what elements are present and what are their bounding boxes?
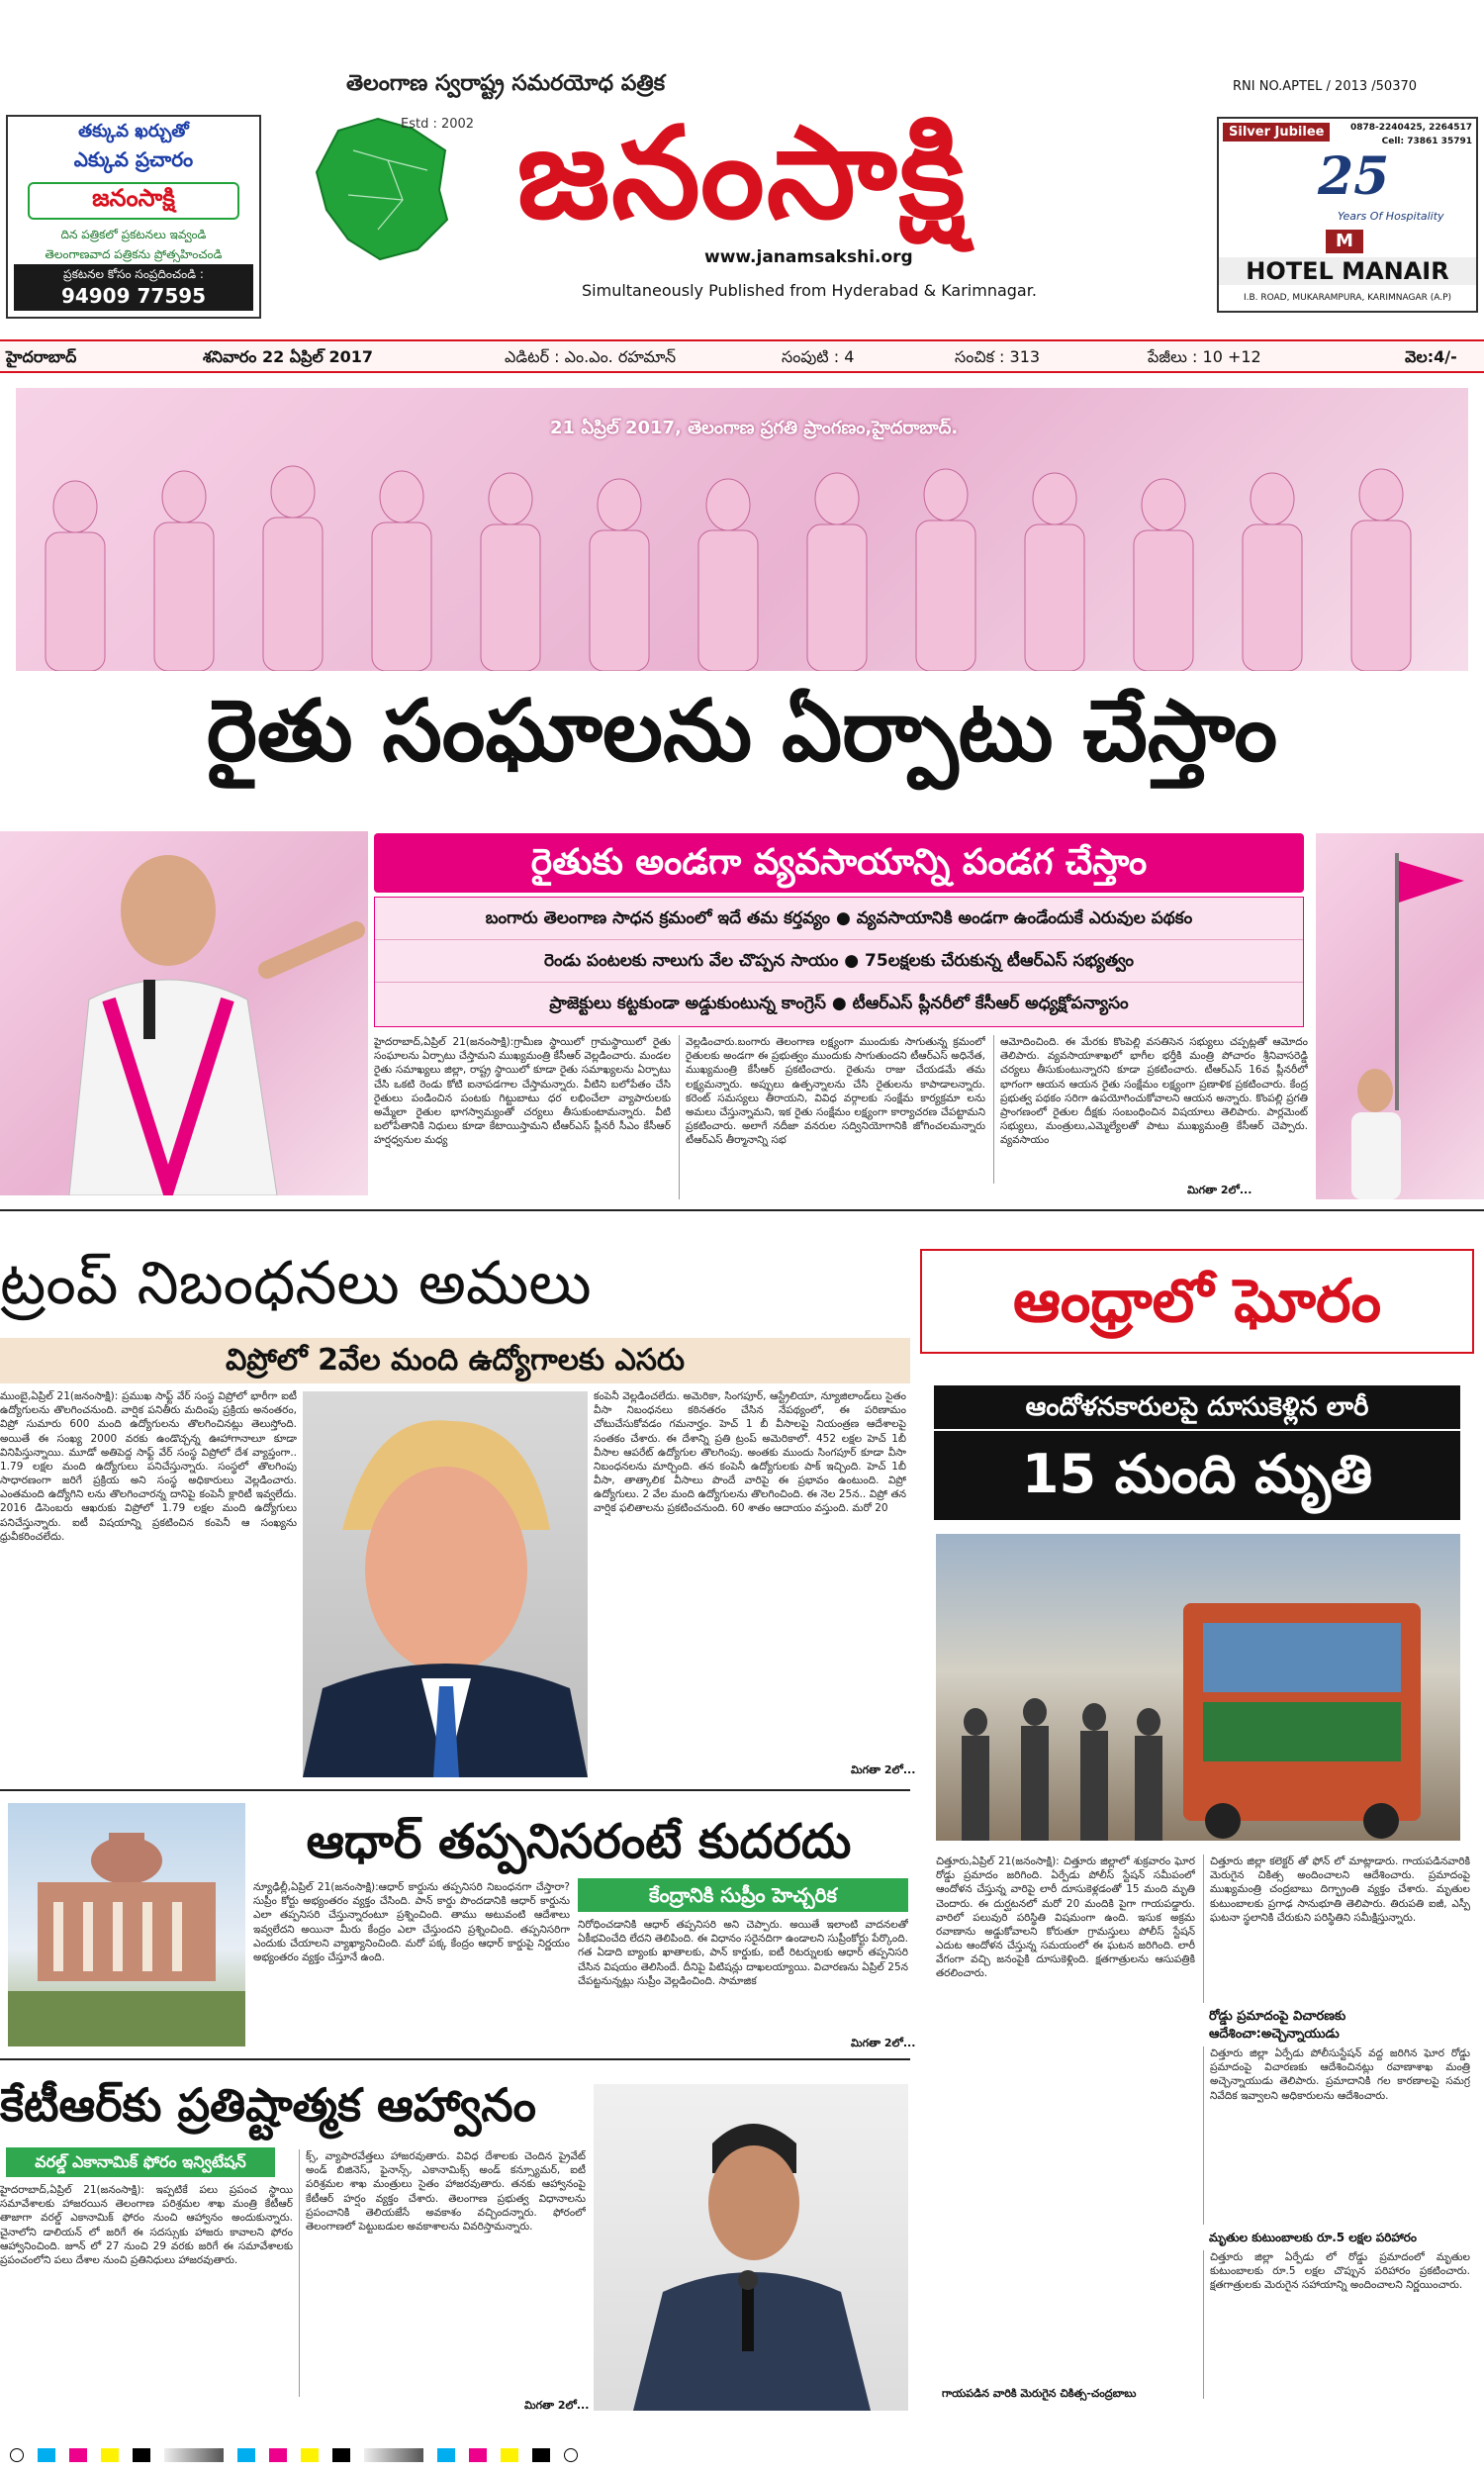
- lead-bullet-2: రెండు పంటలకు నాలుగు వేల చొప్పన సాయం ● 75లక్షలకు చేరుకున్న టీఆర్ఎస్ సభ్యత్వం: [375, 940, 1303, 983]
- left-ad-line3: దిన పత్రికలో ప్రకటనలు ఇవ్వండి: [60, 228, 207, 241]
- andhra-story-col2c: చిత్తూరు జిల్లా ఏర్పేడు లో రోడ్డు ప్రమాదంలో మృతుల కుటుంబాలకు రూ.5 లక్షల చొప్పున పరిహారం ప్రకటించారు. క్షతగాత్రులకు మెరుగైన సహాయాన్ని అందించాలని నిర్ణయించారు.: [1203, 2250, 1470, 2399]
- masthead-tagline: తెలంగాణ స్వరాష్ట్ర సమరయోధ పత్రిక: [346, 71, 666, 96]
- rni-number: RNI NO.APTEL / 2013 /50370: [1233, 79, 1418, 94]
- ktr-headline: కేటీఆర్‌కు ప్రతిష్టాత్మక ఆహ్వానం: [0, 2078, 536, 2132]
- masthead-published: Simultaneously Published from Hyderabad & Karimnagar.: [582, 281, 1037, 300]
- black-swatch: [332, 2448, 350, 2462]
- section-divider: [0, 1209, 1484, 1211]
- trump-story-col2: కంపెనీ వెల్లడించలేదు. అమెరికా, సింగపూర్, ఆస్ట్రేలియా, న్యూజిలాండ్‌లు సైతం వీసా నిబంధనలు కఠినతరం చేసిన నేపథ్యంలో, ఈ పరిణామం చోటుచేసుకోవడం గమనార్హం. హెచ్ 1 బీ వీసాలపై నియంత్రణ ఆదేశాలపై సంతకం చేశారు. ఈ దేశాన్ని ప్రతి ట్రంప్ అమెరికాలో. 452 లక్షల హెచ్ 1బీ వీసాల ఆపరేట్ ఉద్యోగుల తొలగింపు. అంతకు ముందు సింగపూర్ కూడా వీసా నిబంధనలను మార్చింది. తన కంపెనీ ఉద్యోగులకు పాక్ ఇచ్చింది. హెచ్ 1బీ వీసా, తాత్కాలిక వీసాలు పొందే వారిపై ఈ ప్రభావం ఉంటుంది. విప్రో ఉద్యోగులు. 2 వేల మంది ఉద్యోగులను తొలగించింది. ఈ నెల 25న.. విప్రో తన వార్షిక ఫలితాలను ప్రకటించనుంది. 60 శాతం ఆదాయం వస్తుంది. మరో 20: [594, 1390, 906, 1515]
- trump-headline: ట్రంప్ నిబంధనలు అమలు: [0, 1249, 592, 1318]
- gray-swatch: [164, 2448, 224, 2462]
- andhra-headline-box: [920, 1249, 1474, 1354]
- andhra-subhead: ఆందోళనకారులపై దూసుకెళ్లిన లారీ: [934, 1385, 1460, 1431]
- print-registration-bar: [0, 2444, 1484, 2466]
- right-ad-address: I.B. ROAD, MUKARAMPURA, KARIMNAGAR (A.P): [1243, 293, 1452, 303]
- magenta-swatch: [269, 2448, 287, 2462]
- andhra-sub1: రోడ్డు ప్రమాదంపై విచారణకు: [1209, 2009, 1346, 2024]
- flag-icon: [1316, 833, 1484, 1199]
- court-building-illustration: [8, 1803, 245, 2046]
- trump-story-col1: ముంబై,ఏప్రిల్ 21(జనంసాక్షి): ప్రముఖ సాఫ్ట్ వేర్ సంస్థ విప్రోలో భారీగా ఐటీ ఉద్యోగులను తొలగించనుంది. వార్షిక పనితీరు మదింపు ప్రక్రియ అనంతరం, విప్రో సుమారు 600 మంది ఉద్యోగులను తొలగించినట్లు తెలుస్తోంది. అయితే ఈ సంఖ్య 2000 వరకు ఉండొచ్చన్న ఊహాగానాలూ కూడా వినిపిస్తున్నాయి. మూడో అతిపెద్ద సాఫ్ట్ వేర్ సంస్థ విప్రోలో దేశ వ్యాప్తంగా.. 1.79 లక్షల మంది ఉద్యోగులు పనిచేస్తున్నారు. సంస్థలో తొలగింపు సాధారణంగా జరిగే ప్రక్రియ అని సంస్థ అధికారులు వెల్లడించారు. ఎంతమంది ఉద్యోగిని లను తొలగించారన్న దానిపై కంపెనీ క్లారిటీ ఇవ్వలేదు. 2016 డిసెంబరు ఆఖరుకు విప్రోలో 1.79 లక్షల మంది ఉద్యోగులు పనిచేస్తున్నారు. ఐటీ విషయాన్ని ప్రకటించిన కంపెనీ ఆ సంఖ్యను ధ్రువీకరించలేదు.: [0, 1390, 297, 1543]
- aadhaar-subhead: కేంద్రానికి సుప్రీం హెచ్చరిక: [578, 1878, 908, 1912]
- gray-swatch: [364, 2448, 423, 2462]
- andhra-story-col2: చిత్తూరు జిల్లా కలెక్టర్ తో ఫోన్ లో మాట్లాడారు. గాయపడినవారికి మెరుగైన చికిత్స అందించాలని ఆదేశించారు. ప్రమాదంపై ముఖ్యమంత్రి చంద్రబాబు దిగ్భ్రాంతి వ్యక్తం చేశారు. మృతుల కుటుంబాలకు ప్రగాఢ సానుభూతి తెలిపారు. తిరుపతి ఐజీ, ఎస్పీ ఘటనా స్థలానికి చేరుకుని పరిస్థితిని సమీక్షిస్తున్నారు.: [1203, 1855, 1470, 2003]
- lead-photo: [16, 388, 1468, 671]
- portrait-illustration: [303, 1391, 588, 1777]
- group-people-illustration: [16, 388, 1468, 671]
- speaker-illustration: [0, 831, 368, 1195]
- andhra-story-col2b: చిత్తూరు జిల్లా ఏర్పేడు పోలీసుస్టేషన్ వద్ద జరిగిన ఘోర రోడ్డు ప్రమాదంపై విచారణకు ఆదేశించినట్లు రవాణాశాఖ మంత్రి అచ్చెన్నాయుడు తెలిపారు. ప్రమాదానికి గల కారణాలపై సమగ్ర నివేదిక ఇవ్వాలని అధికారులను ఆదేశించారు.: [1203, 2046, 1470, 2225]
- lead-bullets: [374, 897, 1304, 1027]
- left-ad-line4: తెలంగాణవాద పత్రికను ప్రోత్సహించండి: [45, 247, 223, 261]
- ktr-photo: [594, 2084, 908, 2411]
- aadhaar-divider: [0, 2058, 910, 2060]
- lead-story-col1: హైదరాబాద్,ఏప్రిల్ 21(జనంసాక్షి):గ్రామీణ స్థాయిలో గ్రామస్థాయిలో రైతు సంఘాలను ఏర్పాటు చేస్తామని ముఖ్యమంత్రి కేసీఆర్ వెల్లడించారు. మండల రైతు సమాఖ్యలు జిల్లా, రాష్ట్ర స్థాయిలో కూడా రైతు సమాఖ్యలను ఏర్పాటు చేసి ఒకటి రెండు కోటి ఐనాపడగాల చేస్తామన్నారు. వీటిని బలోపేతం చేసి రైతులు పండించిన పంటకు గిట్టుబాటు ధర లభించేలా వ్యాపారులకు అమ్మేలా రైతుల భాగస్వామ్యంతో చర్యలు తీసుకుంటామన్నారు. వీటి బలోపేతానికి నిధులు కూడా కేటాయిస్తామని టీఆర్ఎస్ ప్లీనరీ సీఎం కేసీఆర్ హర్షధ్వనుల మధ్య: [374, 1036, 671, 1147]
- dateline-pages: పేజీలు : 10 +12: [1148, 347, 1261, 366]
- yellow-swatch: [301, 2448, 319, 2462]
- right-ad-badge: Silver Jubilee: [1223, 123, 1330, 142]
- black-swatch: [532, 2448, 550, 2462]
- dateline-volume: సంపుటి : 4: [782, 347, 855, 366]
- left-ad-line1: తక్కువ ఖర్చుతో: [78, 121, 189, 142]
- lead-headline: రైతు సంఘాలను ఏర్పాటు చేస్తాం: [206, 682, 1278, 781]
- trump-continued[interactable]: మిగతా 2లో...: [851, 1763, 916, 1776]
- trump-photo: [303, 1391, 588, 1777]
- masthead-logo: జనంసాక్షి: [516, 100, 968, 247]
- left-ad-contact: [14, 264, 253, 311]
- andhra-headline: ఆంధ్రాలో ఘోరం: [1012, 1267, 1382, 1336]
- ktr-story-col1: హైదరాబాద్,ఏప్రిల్ 21(జనంసాక్షి): ఇప్పటికే పలు ప్రపంచ స్థాయి సమావేశాలకు హాజరయిన తెలంగాణ పరిశ్రమల శాఖ మంత్రి కేటీఆర్ తాజాగా వరల్డ్ ఎకానామిక్ ఫోరం నుంచి ఆహ్వానం అందుకున్నారు. చైనాలోని డాలియన్ లో జరిగే ఈ సదస్సుకు హాజరు కావాలని ఫోరం ఆహ్వానించింది. జూన్ లో 27 నుంచి 29 వరకు జరిగే ఈ సమావేశాలకు ప్రపంచంలోని పలు దేశాల నుంచి ప్రతినిధులు హాజరవుతారు.: [0, 2184, 293, 2266]
- trump-subhead: విప్రోలో 2వేల మంది ఉద్యోగాలకు ఎసరు: [0, 1338, 910, 1383]
- supreme-court-photo: [8, 1803, 245, 2046]
- lorry-accident-photo: [936, 1534, 1460, 1841]
- black-swatch: [133, 2448, 150, 2462]
- left-ad-phone: 94909 77595: [60, 284, 207, 308]
- lead-subhead: రైతుకు అండగా వ్యవసాయాన్ని పండగ చేస్తాం: [374, 833, 1304, 893]
- flag-hoisting-photo: [1316, 833, 1484, 1199]
- right-ad-years-text: Years Of Hospitality: [1338, 210, 1444, 223]
- masthead-url[interactable]: www.janamsakshi.org: [704, 247, 913, 267]
- aadhaar-continued[interactable]: మిగతా 2లో...: [851, 2037, 916, 2049]
- cyan-swatch: [437, 2448, 455, 2462]
- left-ad-brand: జనంసాక్షి: [28, 182, 239, 220]
- dateline-editor: ఎడిటర్ : ఎం.ఎం. రహమాన్: [505, 347, 677, 366]
- dateline-date: శనివారం 22 ఏప్రిల్ 2017: [203, 347, 374, 366]
- telangana-map-icon: [309, 111, 457, 269]
- ktr-story-col2: క్స్, వ్యాపారవేత్తలు హాజరవుతారు. వివిధ దేశాలకు చెందిన ప్రైవేట్ అండ్ బిజినెస్, ఫైనాన్స్, ఎకానామిక్స్ అండ్ కన్స్యూమర్, ఐటీ పరిశ్రమల శాఖ మంత్రులు సైతం హాజరవుతారు. తనకు ఆహ్వానంపై కేటీఆర్ హర్షం వ్యక్తం చేశారు. తెలంగాణ ప్రభుత్వ విధానాలను ప్రపంచానికి తెలియజేసే అవకాశం వచ్చిందన్నారు. ఫోరంలో తెలంగాణలో పెట్టుబడుల అవకాశాలను వివరిస్తామన్నారు.: [299, 2149, 586, 2397]
- lead-story-col2: వెల్లడించారు.బంగారు తెలంగాణ లక్ష్యంగా ముందుకు సాగుతున్న క్రమంలో రైతులకు అండగా ఈ ప్రభుత్వం ముందుకు సాగుతుందని టీఆర్ఎస్ అధినేత, ముఖ్యమంత్రి కేసీఆర్ ప్రకటించారు. రైతును రాజు చేయడమే తమ లక్ష్యమన్నారు. అప్పులు ఉత్పన్నాలను చేసి రైతులను కాపాడాలన్నారు. కరెంట్ సమస్యలు తీరాయని, వివిధ వర్గాలకు సంక్షేమ కార్యక్రమా లను అమలు చేస్తున్నామని, ఇక రైతు సంక్షేమం లక్ష్యంగా కార్యాచరణ చేపట్టామని ప్రకటించారు. అలాగే నదీజా వనరుల సద్వినియోగానికి జోగించలమన్నారు టీఆర్ఎస్ తీర్మానాన్ని సభ: [679, 1035, 985, 1199]
- yellow-swatch: [501, 2448, 518, 2462]
- aadhaar-story-col2: నిరోధించడానికి ఆధార్ తప్పనిసరి అని చెప్పారు. అయితే ఇలాంటి వాదనలతో ఏకీభవించేది లేదని తెలిపింది. ఈ విధానం సరైనదిగా ఉండాలని సుప్రీంకోర్టు పేర్కొంది. గత ఏడాది బ్యాంకు ఖాతాలకు, పాన్ కార్డుకు, ఐటీ రిటర్నులకు ఆధార్ తప్పనిసరి చేసిన విషయం తెలిసిందే. దీనిపై పిటిషన్లు దాఖలయ్యాయి. విచారణను ఏప్రిల్ 25న చేపట్టనున్నట్లు సుప్రీం వెల్లడించింది. సామాజిక: [578, 1919, 908, 1987]
- magenta-swatch: [69, 2448, 87, 2462]
- andhra-story-col1: చిత్తూరు,ఏప్రిల్ 21(జనంసాక్షి): చిత్తూరు జిల్లాలో శుక్రవారం ఘోర రోడ్డు ప్రమాదం జరిగింది. ఏర్పేడు పోలీస్ స్టేషన్ సమీపంలో ఆందోళన చేస్తున్న వారిపై లారీ దూసుకెళ్లడంతో 15 మంది మృతి చెందారు. ఈ దుర్ఘటనలో మరో 20 మందికి పైగా గాయపడ్డారు. వారిలో పలువురి పరిస్థితి విషమంగా ఉంది. ఇసుక అక్రమ రవాణాను అడ్డుకోవాలని కోరుతూ గ్రామస్తులు పోలీస్ స్టేషన్ ఎదుట ఆందోళన చేస్తున్న సమయంలో ఈ ఘటన జరిగింది. లారీ వేగంగా వచ్చి జనంపైకి దూసుకెళ్లింది. క్షతగాత్రులను ఆసుపత్రికి తరలించారు.: [936, 1856, 1195, 1980]
- right-ad-years: 25: [1318, 146, 1390, 207]
- magenta-swatch: [469, 2448, 487, 2462]
- hotel-logo-icon: M: [1326, 230, 1363, 253]
- cyan-swatch: [38, 2448, 55, 2462]
- right-ad-phone: 0878-2240425, 2264517: [1349, 123, 1472, 133]
- dateline-issue: సంచిక : 313: [955, 347, 1041, 366]
- right-ad-cell: Cell: 73861 35791: [1381, 137, 1472, 146]
- left-ad-line2: ఎక్కువ ప్రచారం: [73, 147, 194, 171]
- andhra-sub3: గాయపడిన వారికి మెరుగైన చికిత్స-చంద్రబాబు: [942, 2387, 1201, 2403]
- kcr-photo: [0, 831, 368, 1195]
- dateline-city: హైదరాబాద్: [6, 347, 77, 366]
- registration-mark-icon: [564, 2448, 578, 2462]
- ktr-subhead: వరల్డ్ ఎకానామిక్ ఫోరం ఇన్విటేషన్: [6, 2147, 275, 2177]
- masthead-estd: Estd : 2002: [401, 117, 475, 132]
- aadhaar-headline: ఆధార్ తప్పనిసరంటే కుదరదు: [306, 1814, 852, 1869]
- lead-bullet-3: ప్రాజెక్టులు కట్టకుండా అడ్డుకుంటున్న కాంగ్రెస్ ● టీఆర్ఎస్ ప్లీనరీలో కేసీఆర్ అధ్యక్షోపన్యాసం: [549, 994, 1129, 1013]
- right-ad-hotel: HOTEL MANAIR: [1219, 257, 1476, 285]
- lead-continued[interactable]: మిగతా 2లో...: [1187, 1184, 1252, 1196]
- andhra-banner: [934, 1385, 1460, 1520]
- speaker-portrait-illustration: [594, 2084, 908, 2411]
- truck-crowd-illustration: [936, 1534, 1460, 1841]
- right-ad[interactable]: [1217, 117, 1478, 313]
- aadhaar-story-col1: న్యూఢిల్లీ,ఏప్రిల్ 21(జనంసాక్షి):ఆధార్ కార్డును తప్పనిసరి నిబంధనగా చేస్తారా? సుప్రీం కోర్టు అభ్యంతరం వ్యక్తం చేసింది. పాన్ కార్డు పొందడానికి ఆధార్ కార్డును ఎలా తప్పనిసరి చేస్తున్నారంటూ ప్రశ్నించింది. తాము అటువంటి ఆదేశాలు ఇవ్వలేదని అయినా మీరు కేంద్రం ఎలా చేస్తుందని ప్రశ్నించింది. తప్పనిసరిగా ఎందుకు చేయాలని వ్యాఖ్యానించింది. మరో పక్క కేంద్రం ఆధార్ కార్డుపై నిర్ణయం అభ్యంతరం వ్యక్తం చేస్తూనే ఉంది.: [253, 1881, 570, 1963]
- lead-story-col3: ఆమోదించింది. ఈ మేరకు కొంపెల్లి వసతిసెన సభ్యులు చప్పట్లతో ఆమోదం తెలిపారు. వ్యవసాయాశాఖలో భాగీల భర్తీకి మంత్రి పోచారం శ్రీనివాసరెడ్డి చర్యలు తీసుకుంటున్నారని కూడా ప్రకటించారు. టీఆర్ఎస్ 16వ ప్లీనరీలో భాగంగా ఆయన ఆయన రైతు సంక్షేమం లక్ష్యంగా ప్రణాళిక ప్రకటించారు. కేంద్ర ప్రభుత్వ పథకం సరిగా ఉపయోగించుకోవాలని ఆయన అన్నారు. కొంపల్లి ప్రగతి ప్రాంగణంలో రైతుల దీక్షకు సంబంధించిన విషయాలు తెలిపారు. పార్లమెంట్ సభ్యులు, మంత్రులు,ఎమ్మెల్యేలతో పాటు ముఖ్యమంత్రి కేసీఆర్ చెప్పారు. వ్యవసాయం: [993, 1035, 1308, 1184]
- left-ad[interactable]: [6, 115, 261, 319]
- trump-divider: [0, 1789, 910, 1791]
- cyan-swatch: [237, 2448, 255, 2462]
- lead-bullet-1: బంగారు తెలంగాణ సాధన క్రమంలో ఇదే తమ కర్తవ్యం ● వ్యవసాయానికి అండగా ఉండేందుకే ఎరువుల పథకం: [375, 898, 1303, 940]
- dateline-bar: [0, 339, 1484, 373]
- yellow-swatch: [101, 2448, 119, 2462]
- andhra-sub1b: ఆదేశించా:అచ్చెన్నాయుడు: [1209, 2027, 1340, 2042]
- left-ad-contact-label: ప్రకటనల కోసం సంప్రదించండి :: [63, 267, 204, 281]
- lead-photo-caption: 21 ఏప్రిల్ 2017, తెలంగాణ ప్రగతి ప్రాంగణం,హైదరాబాద్.: [550, 418, 959, 438]
- andhra-sub2: మృతుల కుటుంబాలకు రూ.5 లక్షల పరిహారం: [1209, 2231, 1418, 2244]
- registration-mark-icon: [10, 2448, 24, 2462]
- andhra-death-toll: 15 మంది మృతి: [1021, 1443, 1373, 1505]
- ktr-continued[interactable]: మిగతా 2లో...: [524, 2399, 590, 2412]
- dateline-price: వెల:4/-: [1405, 347, 1457, 366]
